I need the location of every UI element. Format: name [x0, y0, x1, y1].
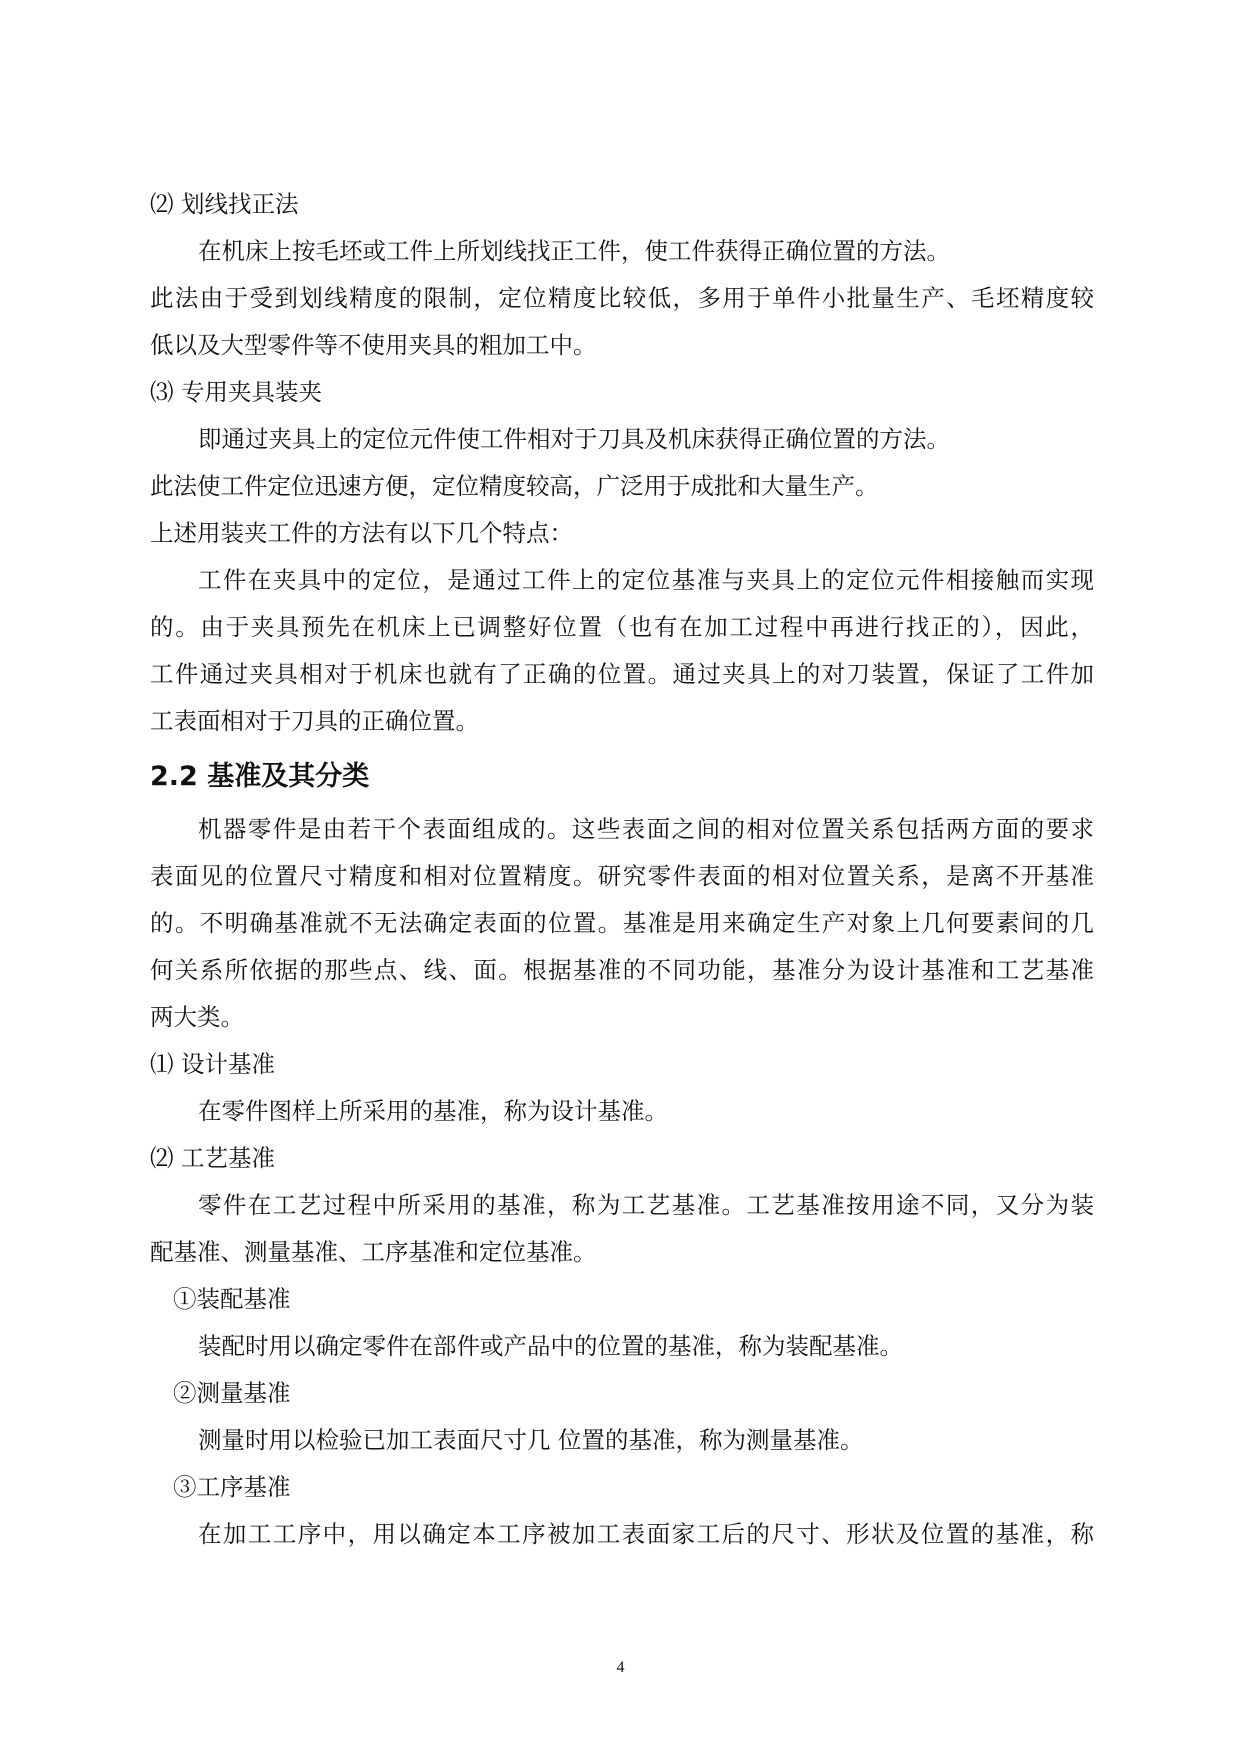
list-item-heading: ⑵ 工艺基准: [150, 1144, 275, 1172]
paragraph-line: 测量时用以检验已加工表面尺寸几 位置的基准，称为测量基准。: [198, 1426, 864, 1454]
paragraph-line: 即通过夹具上的定位元件使工件相对于刀具及机床获得正确位置的方法。: [198, 425, 950, 453]
paragraph-line: 机器零件是由若干个表面组成的。这些表面之间的相对位置关系包括两方面的要求: [198, 815, 1094, 843]
paragraph-line: 的。由于夹具预先在机床上已调整好位置（也有在加工过程中再进行找正的），因此，: [150, 613, 1094, 641]
page-number: 4: [616, 1659, 625, 1676]
list-item-heading: ⑵ 划线找正法: [150, 190, 299, 218]
list-item-heading: ⑶ 专用夹具装夹: [150, 378, 322, 406]
sub-item-heading: ①装配基准: [173, 1285, 291, 1313]
paragraph-line: 配基准、测量基准、工序基准和定位基准。: [150, 1238, 597, 1266]
paragraph-line: 在加工工序中，用以确定本工序被加工表面家工后的尺寸、形状及位置的基准，称: [198, 1520, 1094, 1548]
list-item-heading: ⑴ 设计基准: [150, 1050, 275, 1078]
paragraph-line: 工表面相对于刀具的正确位置。: [150, 707, 479, 735]
paragraph-line: 低以及大型零件等不使用夹具的粗加工中。: [150, 331, 597, 359]
paragraph-line: 工件通过夹具相对于机床也就有了正确的位置。通过夹具上的对刀装置，保证了工件加: [150, 660, 1094, 688]
sub-item-heading: ③工序基准: [173, 1473, 291, 1501]
paragraph-line: 装配时用以确定零件在部件或产品中的位置的基准，称为装配基准。: [198, 1332, 903, 1360]
paragraph-line: 零件在工艺过程中所采用的基准，称为工艺基准。工艺基准按用途不同，又分为装: [198, 1191, 1094, 1219]
paragraph-line: 此法使工件定位迅速方便，定位精度较高，广泛用于成批和大量生产。: [150, 472, 879, 500]
paragraph-line: 在零件图样上所采用的基准，称为设计基准。: [198, 1097, 668, 1125]
paragraph-line: 何关系所依据的那些点、线、面。根据基准的不同功能，基准分为设计基准和工艺基准: [150, 956, 1094, 984]
paragraph-line: 在机床上按毛坯或工件上所划线找正工件，使工件获得正确位置的方法。: [198, 237, 950, 265]
paragraph-line: 上述用装夹工件的方法有以下几个特点：: [150, 519, 573, 547]
section-heading: 2.2 基准及其分类: [150, 761, 370, 792]
paragraph-line: 两大类。: [150, 1003, 244, 1031]
paragraph-line: 表面见的位置尺寸精度和相对位置精度。研究零件表面的相对位置关系，是离不开基准: [150, 862, 1094, 890]
paragraph-line: 工件在夹具中的定位，是通过工件上的定位基准与夹具上的定位元件相接触而实现: [198, 566, 1094, 594]
sub-item-heading: ②测量基准: [173, 1379, 291, 1407]
paragraph-line: 此法由于受到划线精度的限制，定位精度比较低，多用于单件小批量生产、毛坯精度较: [150, 284, 1094, 312]
paragraph-line: 的。不明确基准就不无法确定表面的位置。基准是用来确定生产对象上几何要素间的几: [150, 909, 1094, 937]
